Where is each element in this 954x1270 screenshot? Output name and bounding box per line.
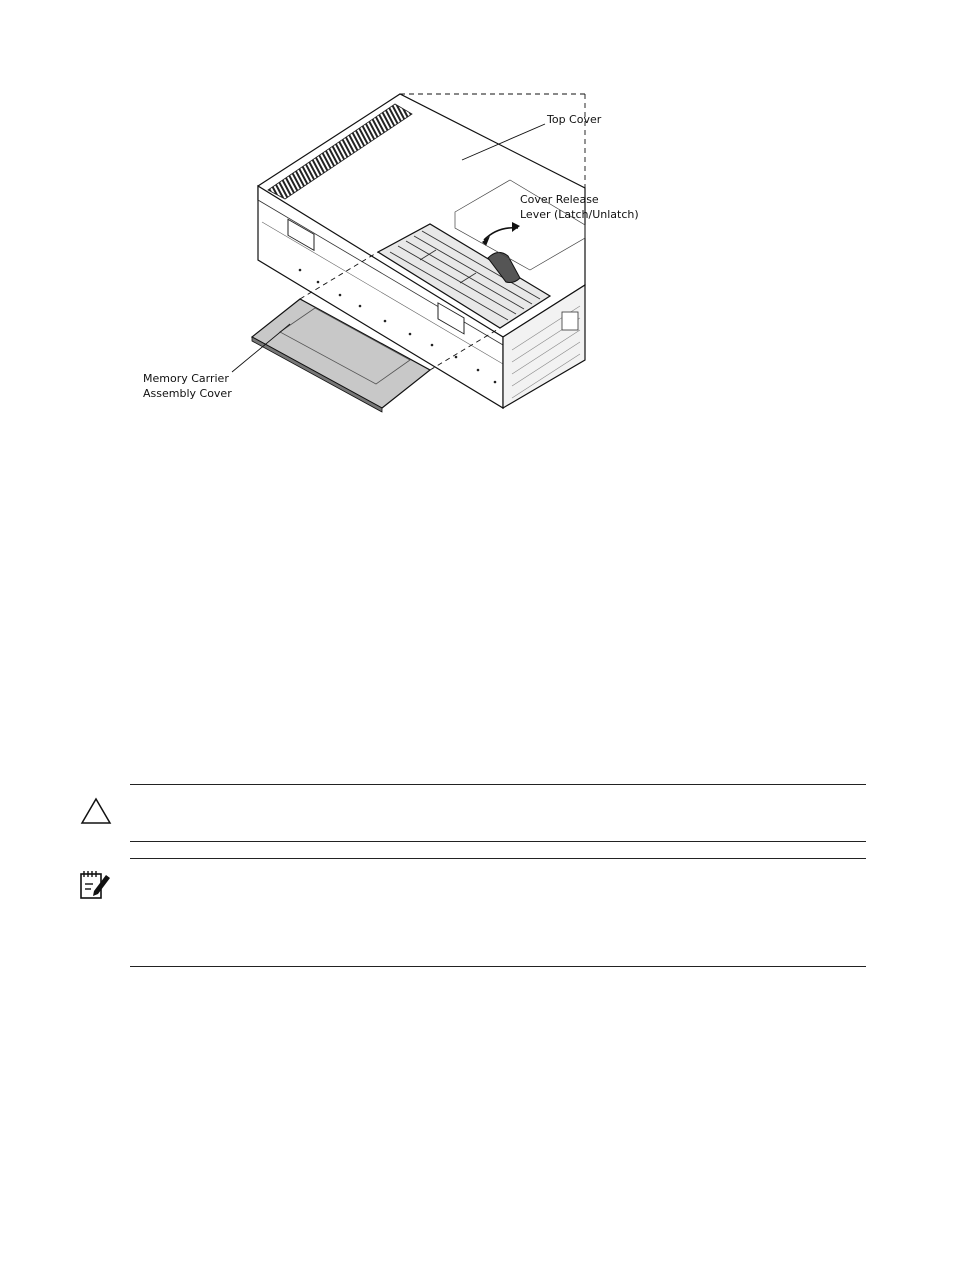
callout-top-cover: Top Cover: [547, 113, 602, 126]
server-cover-illustration: [130, 80, 650, 420]
caution-rule-bottom: [130, 841, 866, 842]
caution-rule-top: [130, 784, 866, 785]
callout-cover-release-line2: Lever (Latch/Unlatch): [520, 208, 639, 221]
note-pencil-icon: [79, 869, 111, 901]
callout-memory-line1: Memory Carrier: [143, 372, 229, 385]
note-rule-top: [130, 858, 866, 859]
callout-cover-release-line1: Cover Release: [520, 193, 599, 206]
caution-triangle-icon: [80, 797, 112, 825]
callout-memory-line2: Assembly Cover: [143, 387, 232, 400]
note-rule-bottom: [130, 966, 866, 967]
